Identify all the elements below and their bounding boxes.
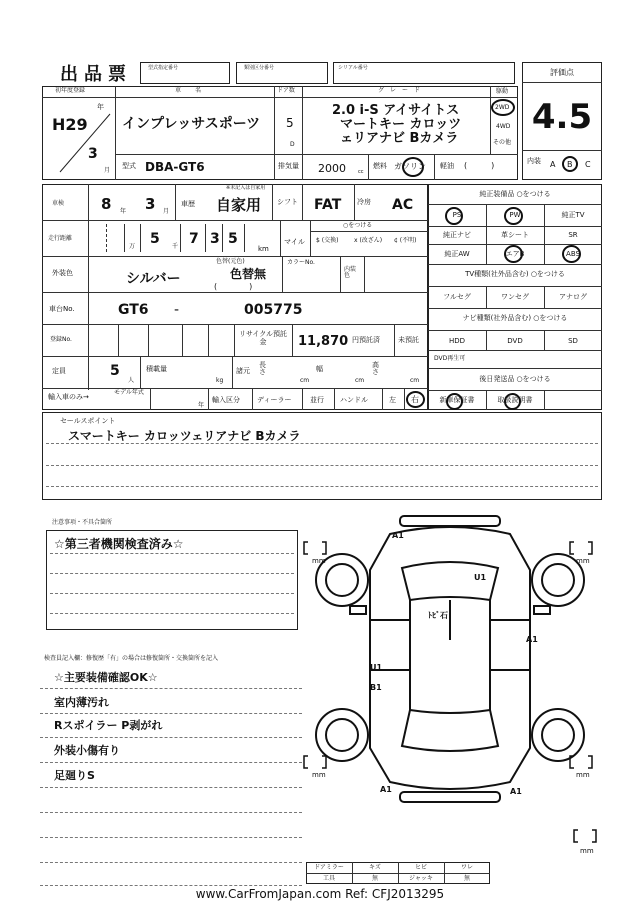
- model-year-unit: 年: [198, 402, 205, 409]
- chassis-dash: -: [174, 302, 180, 318]
- inspection-label: 車検: [52, 200, 65, 207]
- equip-ps-circle: [445, 207, 463, 225]
- handle-label: ハンドル: [340, 396, 368, 404]
- tv-analog: アナログ: [559, 293, 587, 301]
- chassis-number: 005775: [244, 302, 303, 318]
- mileage-label: 走行距離: [48, 235, 73, 242]
- load-label: 積載量: [146, 365, 167, 373]
- drive-other: その他: [493, 139, 512, 146]
- inspector-line-2: 室内薄汚れ: [54, 696, 109, 709]
- damage-mark-left-door-u1: U1: [370, 663, 383, 672]
- first-reg-month: 3: [88, 146, 98, 162]
- fuel-gasoline: ガソリン: [394, 162, 426, 171]
- tamper-label: x (改ざん): [354, 237, 383, 244]
- damage-mark-hood: U1: [474, 573, 487, 582]
- damage-mark-rear-left: A1: [380, 785, 392, 794]
- fuel-label: 燃料: [373, 162, 387, 170]
- first-reg-year: H29: [52, 115, 88, 134]
- recycle-label: リサイクル預託金: [238, 330, 288, 346]
- inspector-line-1: ☆主要装備確認OK☆: [54, 671, 158, 684]
- fuel-diesel: 軽油: [440, 162, 454, 170]
- footer-watermark: www.CarFromJapan.com Ref: CFJ2013295: [0, 888, 640, 900]
- interior-a: A: [550, 160, 556, 169]
- equip-abs: ABS: [566, 250, 580, 258]
- height-cm: cm: [410, 377, 420, 384]
- interior-label: 内装: [527, 157, 541, 165]
- shift-value: FAT: [314, 197, 342, 213]
- first-reg-label: 初年度登録: [55, 87, 86, 94]
- mileage-d4: 5: [228, 231, 238, 247]
- km-unit: km: [258, 245, 269, 253]
- later-title: 後日発送品 ○をつける: [479, 375, 551, 383]
- capacity-label: 定員: [52, 367, 66, 375]
- legend-scratch: キズ: [369, 864, 381, 871]
- equip-sr: SR: [568, 231, 578, 239]
- legend-jack: ジャッキ: [409, 875, 433, 882]
- serial-label: シリアル番号: [338, 65, 368, 71]
- model-year-label: モデル年式: [114, 389, 144, 396]
- recycle-paid: 円預託済: [352, 336, 380, 344]
- grade-label: グレード: [378, 87, 427, 94]
- damage-mark-rear-right: A1: [510, 787, 522, 796]
- insp-month-unit: 月: [163, 208, 170, 215]
- notes-line-1: ☆第三者機関検査済み☆: [54, 537, 184, 551]
- later-manual-circle: [504, 393, 521, 410]
- car-name: インプレッサスポーツ: [122, 116, 261, 132]
- chassis-prefix: GT6: [118, 302, 149, 318]
- length-label: 長さ: [259, 361, 266, 376]
- ac-value: AC: [392, 197, 414, 213]
- insp-year: 8: [101, 195, 112, 213]
- damage-mark-windshield: ﾄﾋﾞ石: [428, 611, 448, 620]
- unknown-label: ¢ (不明): [394, 237, 417, 244]
- mileage-d3: 3: [210, 231, 220, 247]
- swap-label: $ (交換): [316, 237, 339, 244]
- interior-b-circle: [562, 156, 578, 172]
- interior-c: C: [585, 160, 591, 169]
- legend-break: ワレ: [460, 864, 473, 871]
- tv-oneseg: ワンセグ: [501, 293, 529, 301]
- legend-tools: 工具: [322, 875, 335, 882]
- recolor-value: 色替無: [230, 267, 267, 281]
- drive-2wd: 2WD: [495, 104, 510, 111]
- history-note: ※未記入は自家用: [226, 185, 266, 191]
- legend-crack: ヒビ: [414, 864, 427, 871]
- length-cm: cm: [300, 377, 310, 384]
- color-label: 外装色: [52, 269, 73, 277]
- drive-4wd: 4WD: [496, 123, 511, 130]
- import-label: 輸入車のみ→: [48, 393, 89, 401]
- equip-navi: 純正ナビ: [443, 231, 471, 239]
- navi-hdd: HDD: [448, 337, 466, 345]
- dims-label: 諸元: [236, 367, 250, 375]
- history-label: 車歴: [181, 200, 195, 208]
- mm-label-4: mm: [576, 771, 590, 779]
- mm-label-5: mm: [580, 847, 594, 855]
- dealer-option: ディーラー: [257, 396, 292, 404]
- drive-label: 駆動: [496, 88, 509, 95]
- insp-year-unit: 年: [120, 208, 127, 215]
- history-value: 自家用: [216, 196, 262, 214]
- equip-tv: 純正TV: [561, 211, 585, 219]
- name-label: 車名: [175, 87, 216, 94]
- grade-line-1: 2.0 i-S アイサイトス: [332, 103, 460, 118]
- equip-aw: 純正AW: [444, 250, 470, 258]
- insp-month: 3: [145, 195, 156, 213]
- dvd-playback-label: DVD再生可: [434, 355, 466, 362]
- page-title: 出品票: [60, 64, 132, 85]
- navi-title: ナビ種類(社外品含む) ○をつける: [462, 314, 568, 322]
- displacement-label: 排気量: [278, 162, 299, 170]
- legend-mirror: ドアミラー: [314, 864, 344, 871]
- notes-label: 注意事項・不具合箇所: [52, 519, 113, 526]
- month-unit: 月: [104, 167, 111, 174]
- date-slash: [56, 112, 112, 174]
- later-warranty: 新車保証書: [439, 396, 475, 404]
- inspector-line-3: Rスポイラー P剥がれ: [54, 719, 163, 732]
- later-manual: 取扱説明書: [497, 396, 533, 404]
- circle-hint: ○をつける: [343, 222, 373, 229]
- recycle-value: 11,870: [298, 334, 349, 349]
- rating-label: 評価点: [550, 68, 574, 77]
- navi-dvd: DVD: [507, 337, 523, 345]
- equipment-title: 純正装備品 ○をつける: [479, 190, 551, 198]
- handle-right: 右: [411, 395, 419, 404]
- tv-title: TV種類(社外品含む) ○をつける: [465, 270, 565, 278]
- reg-no-label: 登録No.: [50, 336, 72, 343]
- mileage-d1: 5: [150, 231, 160, 247]
- doors-label: ドア数: [277, 87, 295, 94]
- height-label: 高さ: [372, 361, 379, 376]
- doors-value: 5: [286, 116, 294, 130]
- man-unit: 万: [129, 243, 136, 250]
- ac-label: 冷房: [357, 198, 371, 206]
- width-label: 幅: [316, 365, 323, 373]
- doors-unit: D: [290, 141, 295, 148]
- parallel-option: 並行: [310, 396, 324, 404]
- mile-label: マイル: [284, 238, 305, 246]
- recolor-paren: ( ): [214, 282, 253, 291]
- capacity-value: 5: [110, 363, 120, 379]
- equip-airbag: エアB: [505, 250, 525, 258]
- model-value: DBA-GT6: [145, 160, 205, 174]
- rating-value: 4.5: [531, 97, 593, 137]
- later-warranty-circle: [446, 393, 463, 410]
- equip-ps: PS: [452, 211, 462, 219]
- kg-unit: kg: [216, 377, 224, 384]
- inspector-line-5: 足廻りS: [54, 769, 95, 782]
- handle-left: 左: [389, 396, 396, 404]
- interior-b: B: [567, 160, 573, 169]
- cc-unit: cc: [358, 169, 364, 175]
- interior-color-label: 内装色: [344, 266, 357, 279]
- displacement-value: 2000: [318, 162, 346, 175]
- mileage-d2: 7: [189, 231, 199, 247]
- mm-label-1: mm: [312, 557, 326, 565]
- tv-fullseg: フルセグ: [443, 293, 471, 301]
- damage-mark-left-door-b1: B1: [370, 683, 382, 692]
- grade-line-3: ェリアナビ Bカメラ: [340, 131, 459, 146]
- equip-leather: 革シート: [501, 231, 529, 239]
- chassis-label: 車台No.: [49, 305, 75, 313]
- inspector-line-4: 外装小傷有り: [54, 744, 120, 757]
- capacity-unit: 人: [128, 377, 135, 384]
- sales-label: セールスポイント: [60, 417, 116, 425]
- year-unit: 年: [97, 103, 104, 111]
- color-no-label: カラーNo.: [287, 259, 315, 266]
- shift-label: シフト: [277, 198, 298, 206]
- recolor-label: 色替(元色): [216, 258, 245, 265]
- damage-mark-right-door: A1: [526, 635, 538, 644]
- navi-sd: SD: [568, 337, 578, 345]
- sen-unit: 千: [172, 243, 179, 250]
- handle-right-circle: [406, 391, 425, 408]
- legend-tools-value: 無: [371, 875, 378, 882]
- equip-airbag-circle: [504, 245, 523, 263]
- import-type-label: 輸入区分: [212, 396, 240, 404]
- grade-line-2: マートキー カロッツ: [340, 117, 462, 132]
- model-code-label: 型式指定番号: [148, 65, 179, 71]
- model-label: 型式: [122, 162, 136, 170]
- drive-2wd-circle: [491, 99, 515, 116]
- fuel-paren: ( ): [464, 161, 495, 170]
- car-diagram: [300, 510, 610, 900]
- sales-text: スマートキー カロッツェリアナビ Bカメラ: [68, 429, 301, 443]
- fuel-gasoline-circle: [402, 157, 424, 177]
- damage-mark-front-bumper: A1: [392, 531, 404, 540]
- category-label: 類別区分番号: [244, 65, 275, 71]
- mm-label-2: mm: [576, 557, 590, 565]
- legend-jack-value: 無: [463, 875, 470, 882]
- equip-pw: PW: [509, 211, 521, 219]
- recycle-unpaid: 未預託: [398, 336, 419, 344]
- width-cm: cm: [355, 377, 365, 384]
- equip-pw-circle: [504, 207, 523, 225]
- equip-abs-circle: [562, 245, 581, 263]
- color-value: シルバー: [126, 271, 181, 287]
- details-box: [42, 184, 428, 410]
- mm-label-3: mm: [312, 771, 326, 779]
- inspector-label: 検査員記入欄：修復歴「有」の場合は修復箇所・交換箇所を記入: [44, 655, 219, 662]
